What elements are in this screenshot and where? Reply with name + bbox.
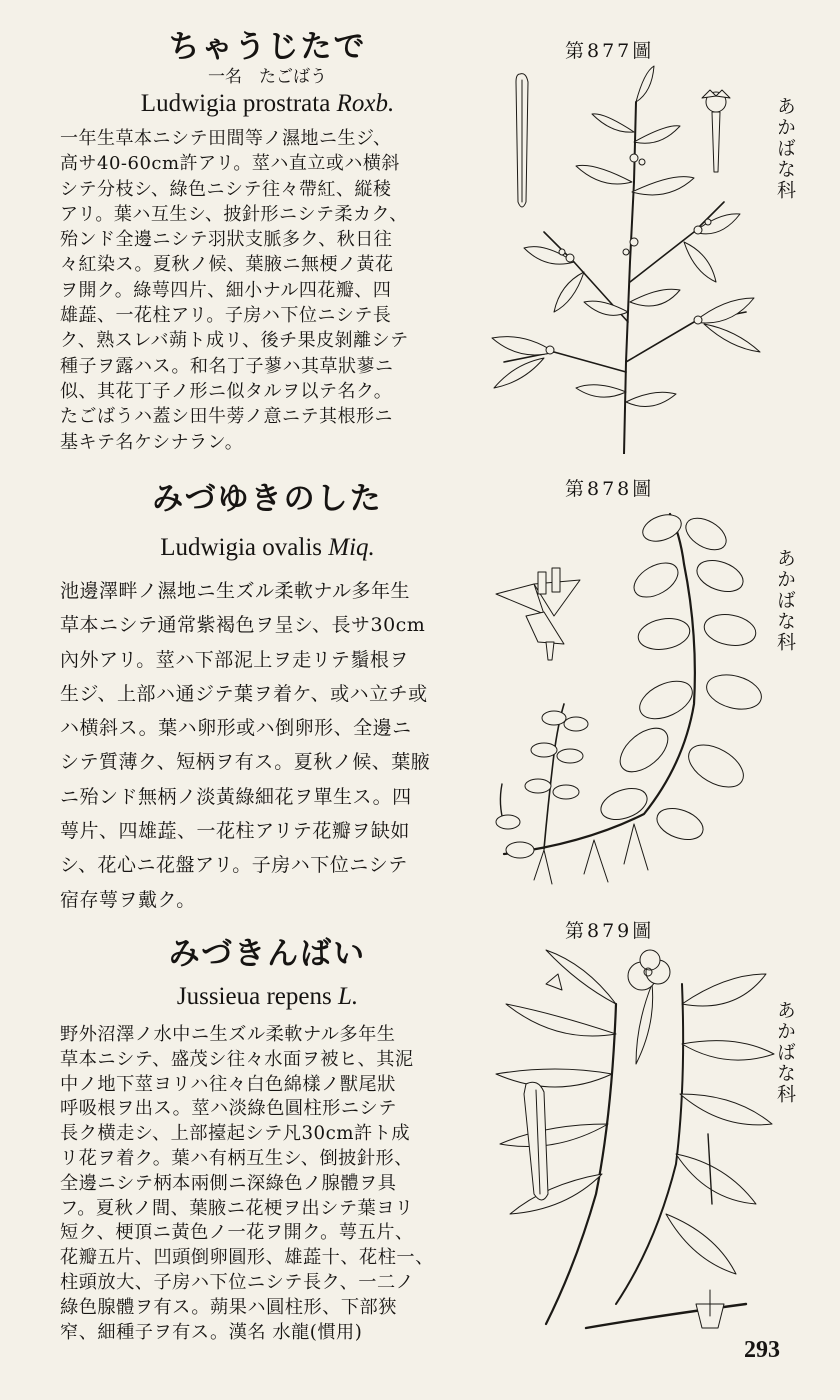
family-label-878: あかばな科 [774, 548, 796, 653]
entry-latin-name [60, 532, 475, 564]
figure-label-877: 第877圖 [565, 40, 655, 62]
latin-binomial: Ludwigia ovalis [160, 534, 322, 561]
entry-latin-name [60, 88, 475, 120]
family-label-879: あかばな科 [774, 1000, 796, 1105]
leaves [496, 510, 765, 858]
family-label-877: あかばな科 [774, 96, 796, 201]
flower-detail [702, 90, 730, 172]
entry-description: 野外沼澤ノ水中ニ生ズル柔軟ナル多年生 草本ニシテ、盛茂シ往々水面ヲ被ヒ、其泥 中ノ地下莖ヨリハ往々白色綿樣ノ獸尾狀 呼吸根ヲ出ス。莖ハ淡綠色圓柱形ニシテ 長ク横走シ、上部擡起シテ凡30cm許ト成 リ花ヲ着ク。葉ハ有柄互生シ、倒披針形、 全邊ニシテ柄本兩側ニ深綠色ノ腺體ヲ具 フ。夏秋ノ間、葉腋ニ花梗ヲ出シテ葉ヨリ 短ク、梗頂ニ黃色ノ一花ヲ開ク。萼五片、 花瓣五片、凹頭倒卵圓形、雄蕋十、花柱一、 柱頭放大、子房ハ下位ニシテ長ク、一二ノ 綠色腺體ヲ有ス。蒴果ハ圓柱形、下部狹 窄、細種子ヲ有ス。漢名 水龍(慣用) [60, 1024, 434, 1343]
entry-title-japanese: みづゆきのした [152, 481, 383, 517]
entry-877 [60, 28, 475, 455]
latin-binomial: Ludwigia prostrata [140, 90, 331, 117]
fruit-capsule-detail [516, 74, 528, 207]
flower-detail [496, 568, 580, 660]
entry-description: 一年生草本ニシテ田間等ノ濕地ニ生ジ、 高サ40-60cm許アリ。莖ハ直立或ハ横斜 シテ分枝シ、綠色ニシテ往々帶紅、縦稜 アリ。葉ハ互生シ、披針形ニシテ柔カク、 殆ンド全邊ニシテ羽狀支脈多ク、秋日往 々紅染ス。夏秋ノ候、葉腋ニ無梗ノ黃花 ヲ開ク。綠萼四片、細小ナル四花瓣、四 雄蕋、一花柱アリ。子房ハ下位ニシテ長 ク、熟スレバ蒴ト成リ、後チ果皮剝離シテ 種子ヲ露ハス。和名丁子蓼ハ其草狀蓼ニ 似、其花丁子ノ形ニ似タルヲ以テ名ク。 たごばうハ蓋シ田牛蒡ノ意ニテ其根形ニ 基キテ名ケシナラン。 [60, 128, 409, 453]
figure-label-879: 第879圖 [565, 920, 655, 942]
page-number: 293 [744, 1337, 780, 1363]
latin-author: Roxb. [336, 90, 395, 117]
entry-title-japanese: みづきんばい [168, 936, 367, 972]
entry-878 [60, 480, 475, 917]
entry-alternate-name: 一名 たごばう [208, 67, 327, 87]
plant-illustration-878 [484, 504, 766, 890]
entry-879 [60, 935, 475, 1345]
plant-illustration-877 [484, 62, 766, 454]
entry-description: 池邊澤畔ノ濕地ニ生ズル柔軟ナル多年生 草本ニシテ通常紫褐色ヲ呈シ、長サ30cm 內外アリ。莖ハ下部泥上ヲ走リテ鬚根ヲ 生ジ、上部ハ通ジテ葉ヲ着ケ、或ハ立チ或 ハ横斜ス。葉ハ卵形或ハ倒卵形、全邊ニ シテ質薄ク、短柄ヲ有ス。夏秋ノ候、葉腋 ニ殆ンド無柄ノ淡黃綠細花ヲ單生ス。四 萼片、四雄蕋、一花柱アリテ花瓣ヲ缺如 シ、花心ニ花盤アリ。子房ハ下位ニシテ 宿存萼ヲ戴ク。 [60, 580, 431, 911]
latin-author: Miq. [328, 534, 375, 561]
latin-author: L. [337, 983, 359, 1010]
roots [534, 824, 648, 884]
flower-section-detail [696, 1290, 724, 1328]
figure-label-878: 第878圖 [565, 478, 655, 500]
plant-illustration-879 [486, 944, 776, 1334]
flower [546, 950, 670, 990]
entry-latin-name [60, 981, 475, 1013]
latin-binomial: Jussieua repens [176, 983, 332, 1010]
entry-title-japanese: ちゃうじたで [168, 29, 367, 65]
